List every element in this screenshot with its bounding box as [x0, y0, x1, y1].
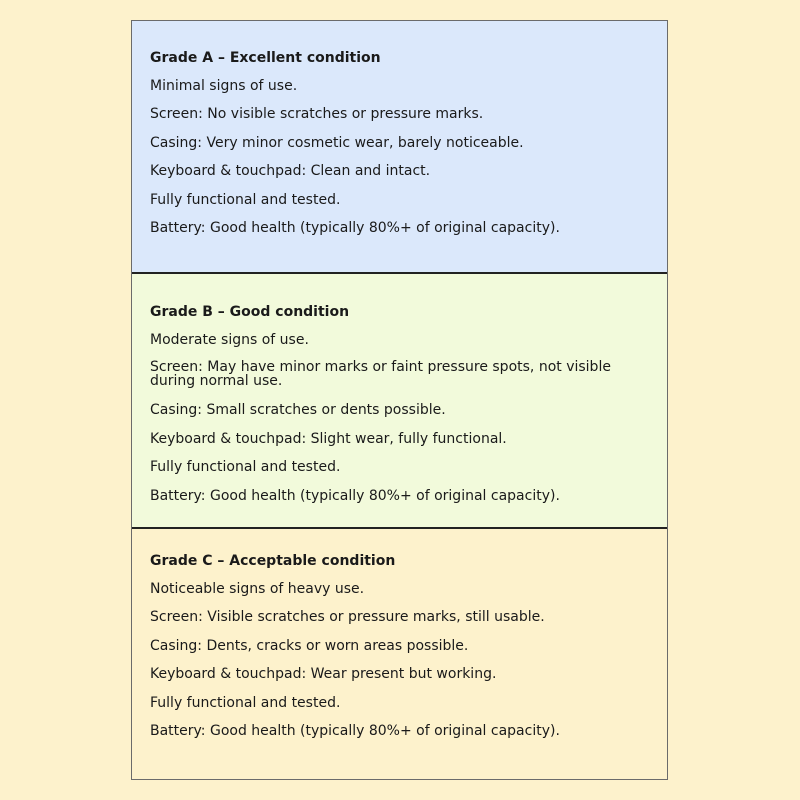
grade-c-title: Grade C – Acceptable condition: [150, 553, 396, 569]
grade-b-line: Battery: Good health (typically 80%+ of original capacity).: [150, 487, 560, 504]
grade-c-line: Noticeable signs of heavy use.: [150, 581, 365, 597]
grade-a-line: Casing: Very minor cosmetic wear, barely noticeable.: [150, 134, 524, 151]
grade-b-section: [132, 274, 667, 529]
grade-a-line: Battery: Good health (typically 80%+ of original capacity).: [150, 219, 560, 236]
grade-card: [131, 20, 668, 780]
grade-b-line: Casing: Small scratches or dents possible.: [150, 402, 446, 419]
grade-b-title: Grade B – Good condition: [150, 304, 350, 320]
grade-b-line: Moderate signs of use.: [150, 332, 309, 348]
grade-a-section: [132, 21, 667, 274]
grade-b-line: Fully functional and tested.: [150, 459, 341, 476]
grade-a-title: Grade A – Excellent condition: [150, 50, 381, 66]
grade-c-section: [132, 529, 667, 779]
grade-c-line: Screen: Visible scratches or pressure marks, still usable.: [150, 609, 545, 626]
grade-b-line: Keyboard & touchpad: Slight wear, fully functional.: [150, 430, 507, 447]
grade-a-line: Fully functional and tested.: [150, 191, 341, 208]
grade-a-line: Keyboard & touchpad: Clean and intact.: [150, 163, 431, 180]
grade-c-line: Keyboard & touchpad: Wear present but working.: [150, 666, 497, 683]
grade-c-line: Fully functional and tested.: [150, 694, 341, 711]
grade-a-line: Minimal signs of use.: [150, 78, 298, 94]
grade-a-line: Screen: No visible scratches or pressure marks.: [150, 106, 484, 123]
grade-c-line: Casing: Dents, cracks or worn areas possible.: [150, 637, 469, 654]
grade-b-line: Screen: May have minor marks or faint pressure spots, not visible during normal use.: [150, 359, 611, 390]
grade-c-line: Battery: Good health (typically 80%+ of original capacity).: [150, 722, 560, 739]
